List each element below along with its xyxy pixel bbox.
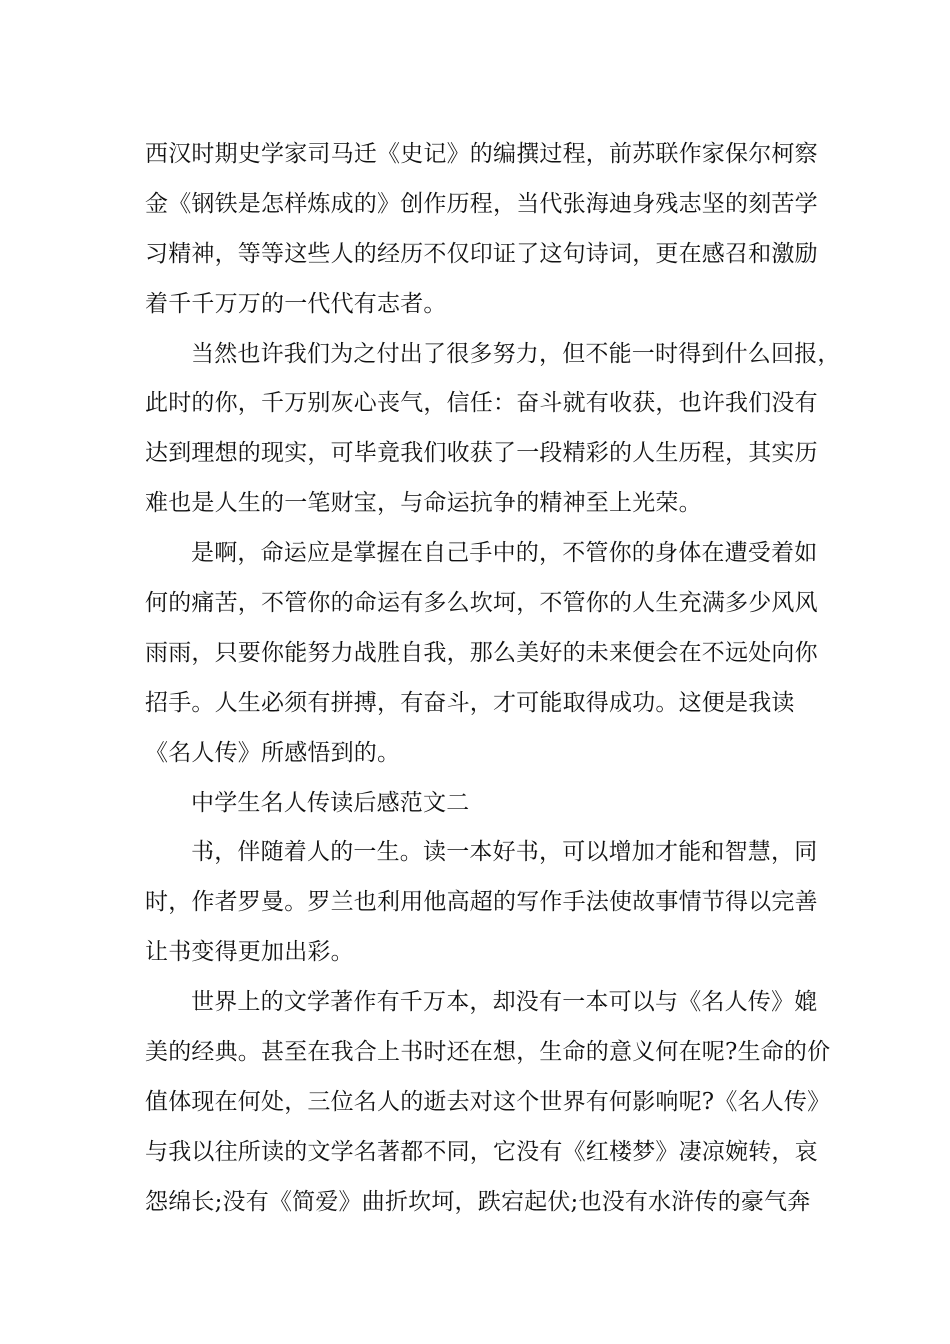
section-heading: 中学生名人传读后感范文二: [191, 789, 470, 816]
paragraph-start-line: 世界上的文学著作有千万本，却没有一本可以与《名人传》媲: [191, 989, 818, 1016]
text-line: 美的经典。甚至在我合上书时还在想，生命的意义何在呢?生命的价: [145, 1039, 831, 1066]
document-body: [145, 130, 841, 1228]
text-line: 着千千万万的一代代有志者。: [145, 290, 447, 317]
text-line: 习精神，等等这些人的经历不仅印证了这句诗词，更在感召和激励: [145, 240, 818, 267]
text-line: 达到理想的现实，可毕竟我们收获了一段精彩的人生历程，其实历: [145, 440, 818, 467]
text-line: 西汉时期史学家司马迁《史记》的编撰过程，前苏联作家保尔柯察: [145, 141, 818, 167]
paragraph-start-line: 是啊，命运应是掌握在自己手中的，不管你的身体在遭受着如: [191, 540, 818, 567]
text-line: 时，作者罗曼。罗兰也利用他高超的写作手法使故事情节得以完善: [145, 889, 818, 916]
text-line: 《名人传》所感悟到的。: [145, 739, 401, 766]
text-line: 此时的你，千万别灰心丧气，信任：奋斗就有收获，也许我们没有: [145, 390, 818, 417]
text-line: 雨雨，只要你能努力战胜自我，那么美好的未来便会在不远处向你: [145, 639, 818, 666]
text-line: 让书变得更加出彩。: [145, 939, 354, 966]
text-line: 怨绵长;没有《简爱》曲折坎坷，跌宕起伏;也没有水浒传的豪气奔: [145, 1188, 811, 1215]
paragraph-start-line: 当然也许我们为之付出了很多努力，但不能一时得到什么回报，: [191, 340, 841, 367]
text-line: 难也是人生的一笔财宝，与命运抗争的精神至上光荣。: [145, 490, 702, 517]
text-line: 金《钢铁是怎样炼成的》创作历程，当代张海迪身残志坚的刻苦学: [145, 190, 818, 217]
paragraph-start-line: 书，伴随着人的一生。读一本好书，可以增加才能和智慧，同: [191, 839, 818, 866]
text-line: 值体现在何处，三位名人的逝去对这个世界有何影响呢?《名人传》: [145, 1088, 831, 1115]
text-line: 何的痛苦，不管你的命运有多么坎坷，不管你的人生充满多少风风: [145, 590, 818, 617]
text-line: 与我以往所读的文学名著都不同，它没有《红楼梦》凄凉婉转，哀: [145, 1138, 818, 1165]
text-line: 招手。人生必须有拼搏，有奋斗，才可能取得成功。这便是我读: [145, 689, 795, 716]
